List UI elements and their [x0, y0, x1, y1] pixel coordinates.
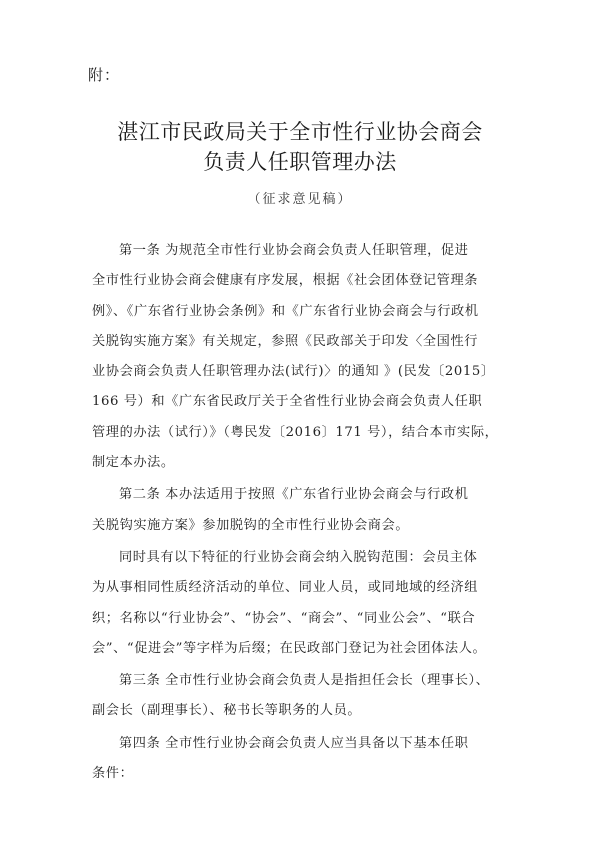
- text-line: 同时具有以下特征的行业协会商会纳入脱钩范围：会员主体: [119, 549, 478, 565]
- article-2: [92, 480, 512, 541]
- text-line: 第三条 全市性行业协会商会负责人是指担任会长（理事长）、: [119, 673, 490, 689]
- text-line: 织；名称以“行业协会”、“协会”、“商会”、“同业公会”、“联合: [92, 610, 476, 626]
- text-line: 管理的办法（试行）》（粤民发〔2016〕171 号），结合本市实际，: [92, 424, 499, 440]
- text-line: 全市性行业协会商会健康有序发展，根据《社会团体登记管理条: [92, 273, 479, 289]
- text-line: 关脱钩实施方案》参加脱钩的全市性行业协会商会。: [92, 517, 410, 533]
- text-line: 会”、“促进会”等字样为后缀；在民政部门登记为社会团体法人。: [92, 640, 487, 656]
- text-line: 副会长（副理事长）、秘书长等职务的人员。: [92, 703, 362, 719]
- text-line: 关脱钩实施方案》有关规定，参照《民政部关于印发〈全国性行: [92, 333, 479, 349]
- text-line: 例》、《广东省行业协会条例》和《广东省行业协会商会与行政机: [92, 303, 479, 319]
- article-2-scope: [92, 543, 512, 664]
- text-line: 第一条 为规范全市性行业协会商会负责人任职管理，促进: [119, 243, 469, 258]
- text-line: 业协会商会负责人任职管理办法(试行)〉的通知 》(民发〔2015〕: [92, 364, 495, 380]
- text-line: 166 号）和《广东省民政厅关于全省性行业协会商会负责人任职: [92, 394, 483, 410]
- article-1: [92, 236, 512, 478]
- document-title-line-1: 湛江市民政局关于全市性行业协会商会: [117, 120, 483, 144]
- article-3: [92, 666, 512, 727]
- attachment-label: 附：: [88, 66, 121, 84]
- text-line: 第二条 本办法适用于按照《广东省行业协会商会与行政机: [119, 487, 469, 503]
- text-line: 第四条 全市性行业协会商会负责人应当具备以下基本任职: [119, 735, 469, 751]
- article-4: [92, 729, 512, 790]
- document-body: [92, 236, 512, 789]
- text-line: 条件：: [92, 766, 134, 782]
- text-line: 制定本办法。: [92, 455, 175, 471]
- document-subtitle: （征求意见稿）: [247, 192, 353, 207]
- document-title-line-2: 负责人任职管理办法: [203, 150, 397, 174]
- text-line: 为从事相同性质经济活动的单位、同业人员，或同地域的经济组: [92, 580, 479, 596]
